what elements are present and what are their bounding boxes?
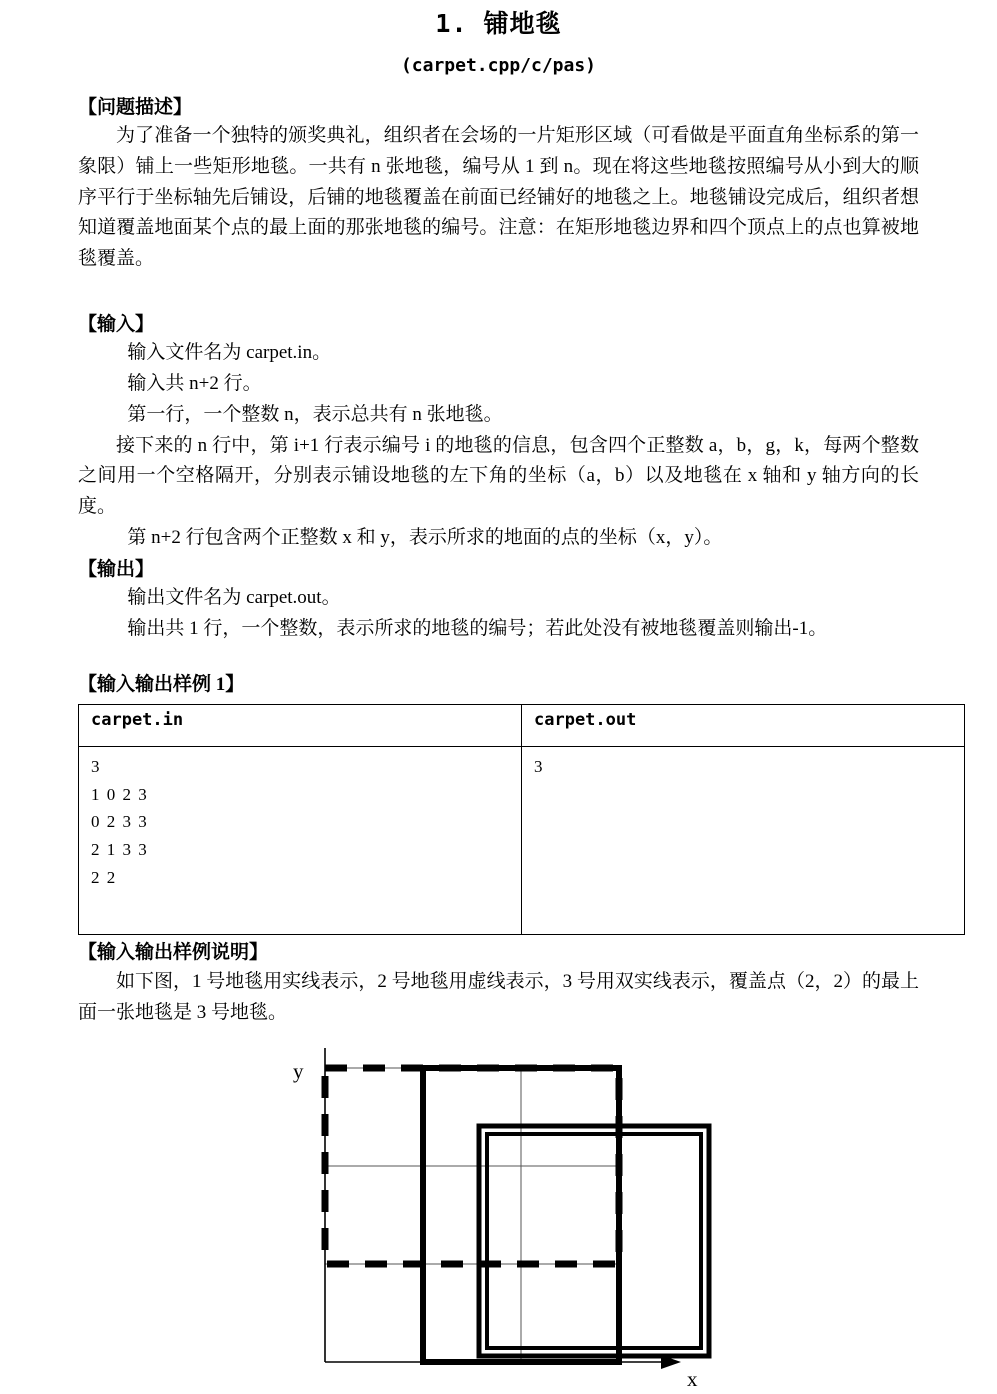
output-line-2: 输出共 1 行，一个整数，表示所求的地毯的编号；若此处没有被地毯覆盖则输出-1。: [127, 618, 828, 640]
description-body: 为了准备一个独特的颁奖典礼，组织者在会场的一片矩形区域（可看做是平面直角坐标系的第一象限）铺上一些矩形地毯。一共有 n 张地毯，编号从 1 到 n。现在将这些地毯按照编号从小到大的顺序平行于坐标轴先后铺设，后铺的地毯覆盖在前面已经铺好的地毯之上。地毯铺设完成后，组织者想知道覆盖地面某个点的最上面的那张地毯的编号。注意：在矩形地毯边界和四个顶点上的点也算被地毯覆盖。: [78, 125, 919, 270]
input-paragraph-1: 接下来的 n 行中，第 i+1 行表示编号 i 的地毯的信息，包含四个正整数 a，b，g，k，每两个整数之间用一个空格隔开，分别表示铺设地毯的左下角的坐标（a，b）以及地毯在 x 轴和 y 轴方向的长度。: [78, 434, 919, 518]
table-row: [79, 747, 965, 935]
section-heading-description: 【问题描述】: [78, 96, 193, 118]
y-axis-label: y: [292, 1059, 303, 1084]
section-heading-sample: 【输入输出样例 1】: [78, 673, 245, 695]
page-title: 1. 铺地毯: [435, 9, 562, 38]
sample-input-line: 3: [91, 757, 101, 777]
sample-input-line: 2 2: [91, 867, 117, 887]
input-line-1: 输入文件名为 carpet.in。: [127, 342, 332, 364]
document-page: [0, 8, 997, 1390]
axes: [325, 1048, 681, 1369]
carpet-3-double-solid: [479, 1126, 709, 1356]
sample-input-cell: [79, 747, 522, 935]
sample-io-table: [78, 704, 965, 935]
output-line-1: 输出文件名为 carpet.out。: [127, 587, 341, 609]
input-line-2: 输入共 n+2 行。: [127, 373, 262, 395]
column-header-output: carpet.out: [522, 705, 965, 747]
coordinate-grid: [325, 1068, 619, 1362]
sample-input-line: 2 1 3 3: [91, 840, 149, 859]
section-heading-explanation: 【输入输出样例说明】: [78, 942, 269, 964]
sample-figure: [0, 1044, 997, 1394]
sample-output-cell: [522, 747, 965, 935]
table-header-row: [79, 705, 965, 747]
explanation-body: 如下图，1 号地毯用实线表示，2 号地毯用虚线表示，3 号用双实线表示，覆盖点（2，2）的最上面一张地毯是 3 号地毯。: [78, 970, 919, 1023]
section-heading-input: 【输入】: [78, 313, 155, 335]
sample-input-line: 0 2 3 3: [91, 812, 149, 832]
carpet-diagram-svg: [269, 1044, 729, 1389]
sample-input-line: 1 0 2 3: [91, 784, 149, 804]
x-axis-label: x: [686, 1367, 697, 1390]
column-header-input: carpet.in: [79, 705, 522, 747]
sample-output-line: 3: [534, 757, 544, 777]
input-line-3: 第一行，一个整数 n，表示总共有 n 张地毯。: [127, 403, 503, 425]
page-subtitle: (carpet.cpp/c/pas): [400, 54, 597, 76]
input-paragraph-2: 第 n+2 行包含两个正整数 x 和 y，表示所求的地面的点的坐标（x，y）。: [127, 527, 723, 549]
section-heading-output: 【输出】: [78, 558, 155, 580]
